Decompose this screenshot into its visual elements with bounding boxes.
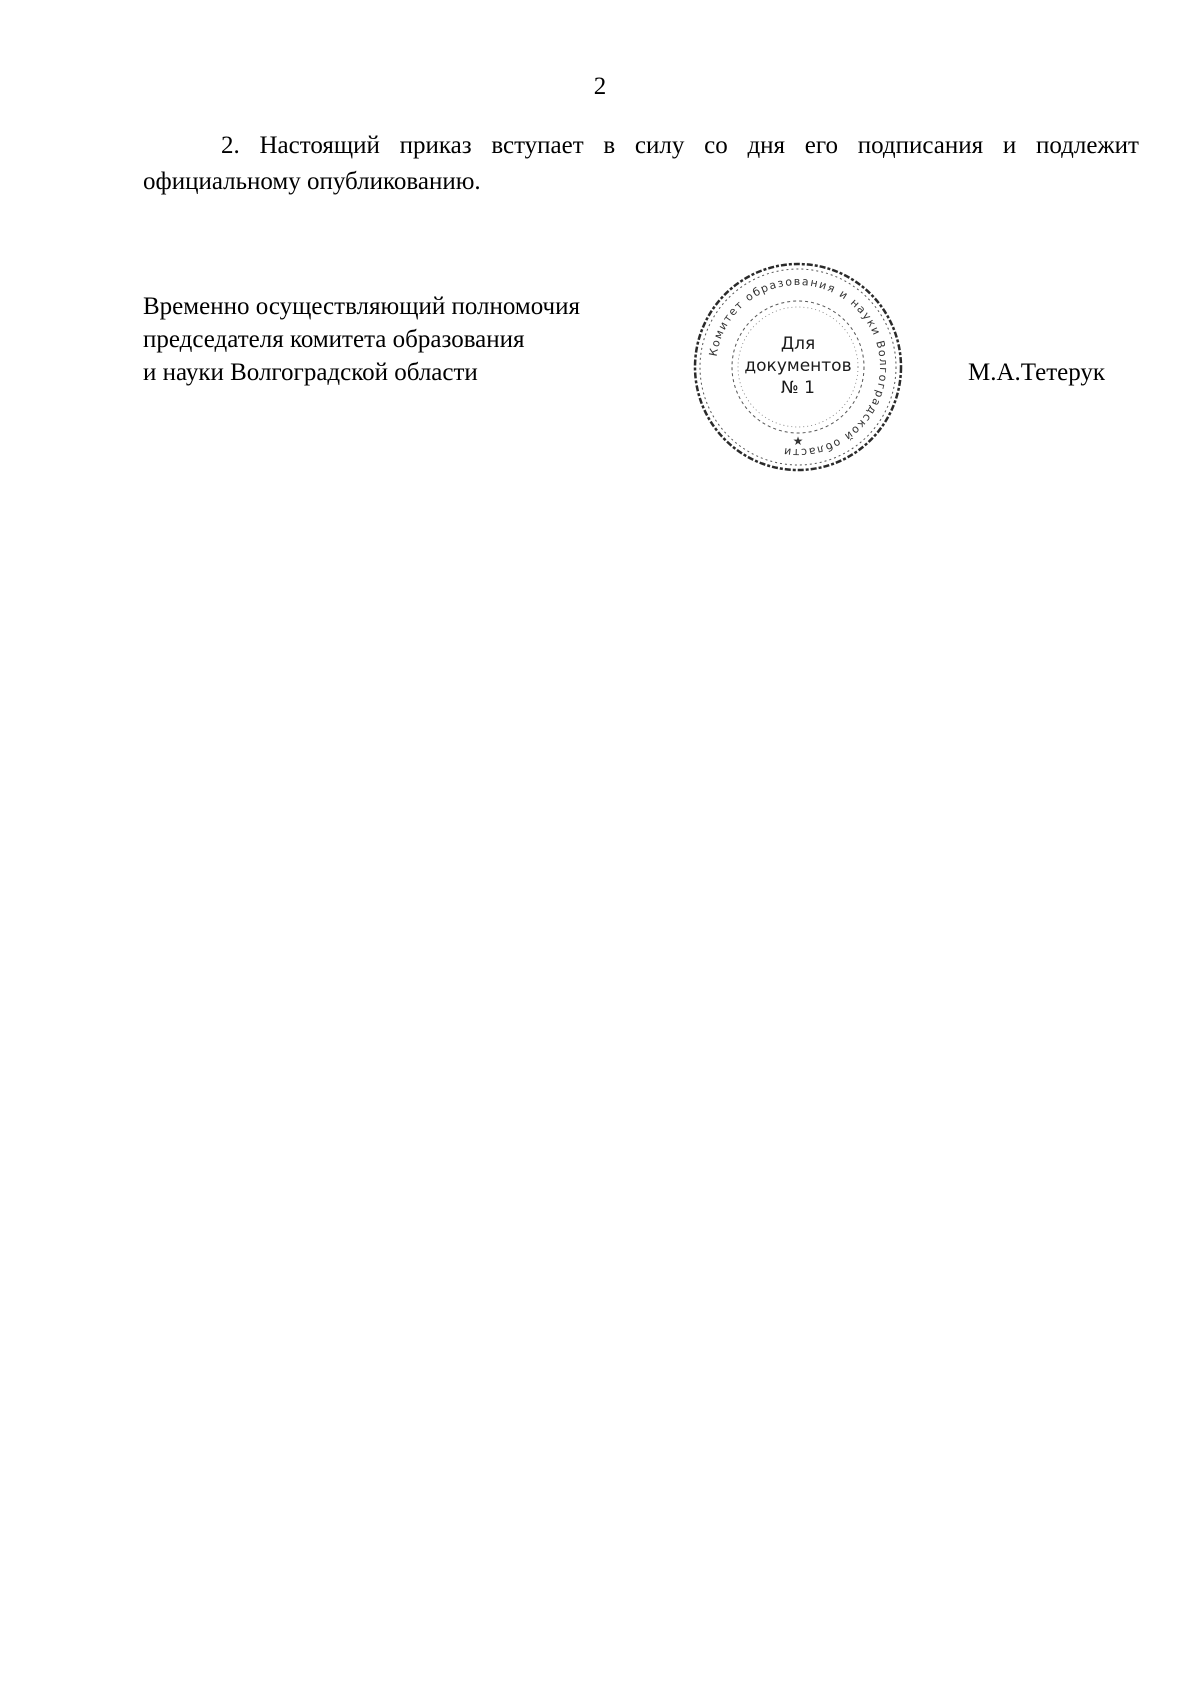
signatory-title-line: и науки Волгоградской области [143, 359, 478, 386]
body-paragraph: 2. Настоящий приказ вступает в силу со дня его подписания и подлежит официальному опубликованию. [143, 132, 1139, 195]
seal-center-line: Для [780, 334, 816, 354]
seal-center-line: документов [744, 356, 852, 376]
signer-name: М.А.Тетерук [968, 359, 1106, 386]
official-seal [688, 257, 908, 477]
page-number: 2 [593, 73, 607, 100]
seal-center-line: № 1 [781, 378, 815, 398]
signatory-title [143, 290, 703, 389]
signatory-title-line: председателя комитета образования [143, 326, 525, 353]
seal-ring-text: Комитет образования и науки Волгоградской области [706, 274, 891, 460]
seal-graphic [688, 257, 908, 477]
seal-star-icon: ★ [792, 434, 804, 448]
signatory-title-line: Временно осуществляющий полномочия [143, 293, 581, 320]
